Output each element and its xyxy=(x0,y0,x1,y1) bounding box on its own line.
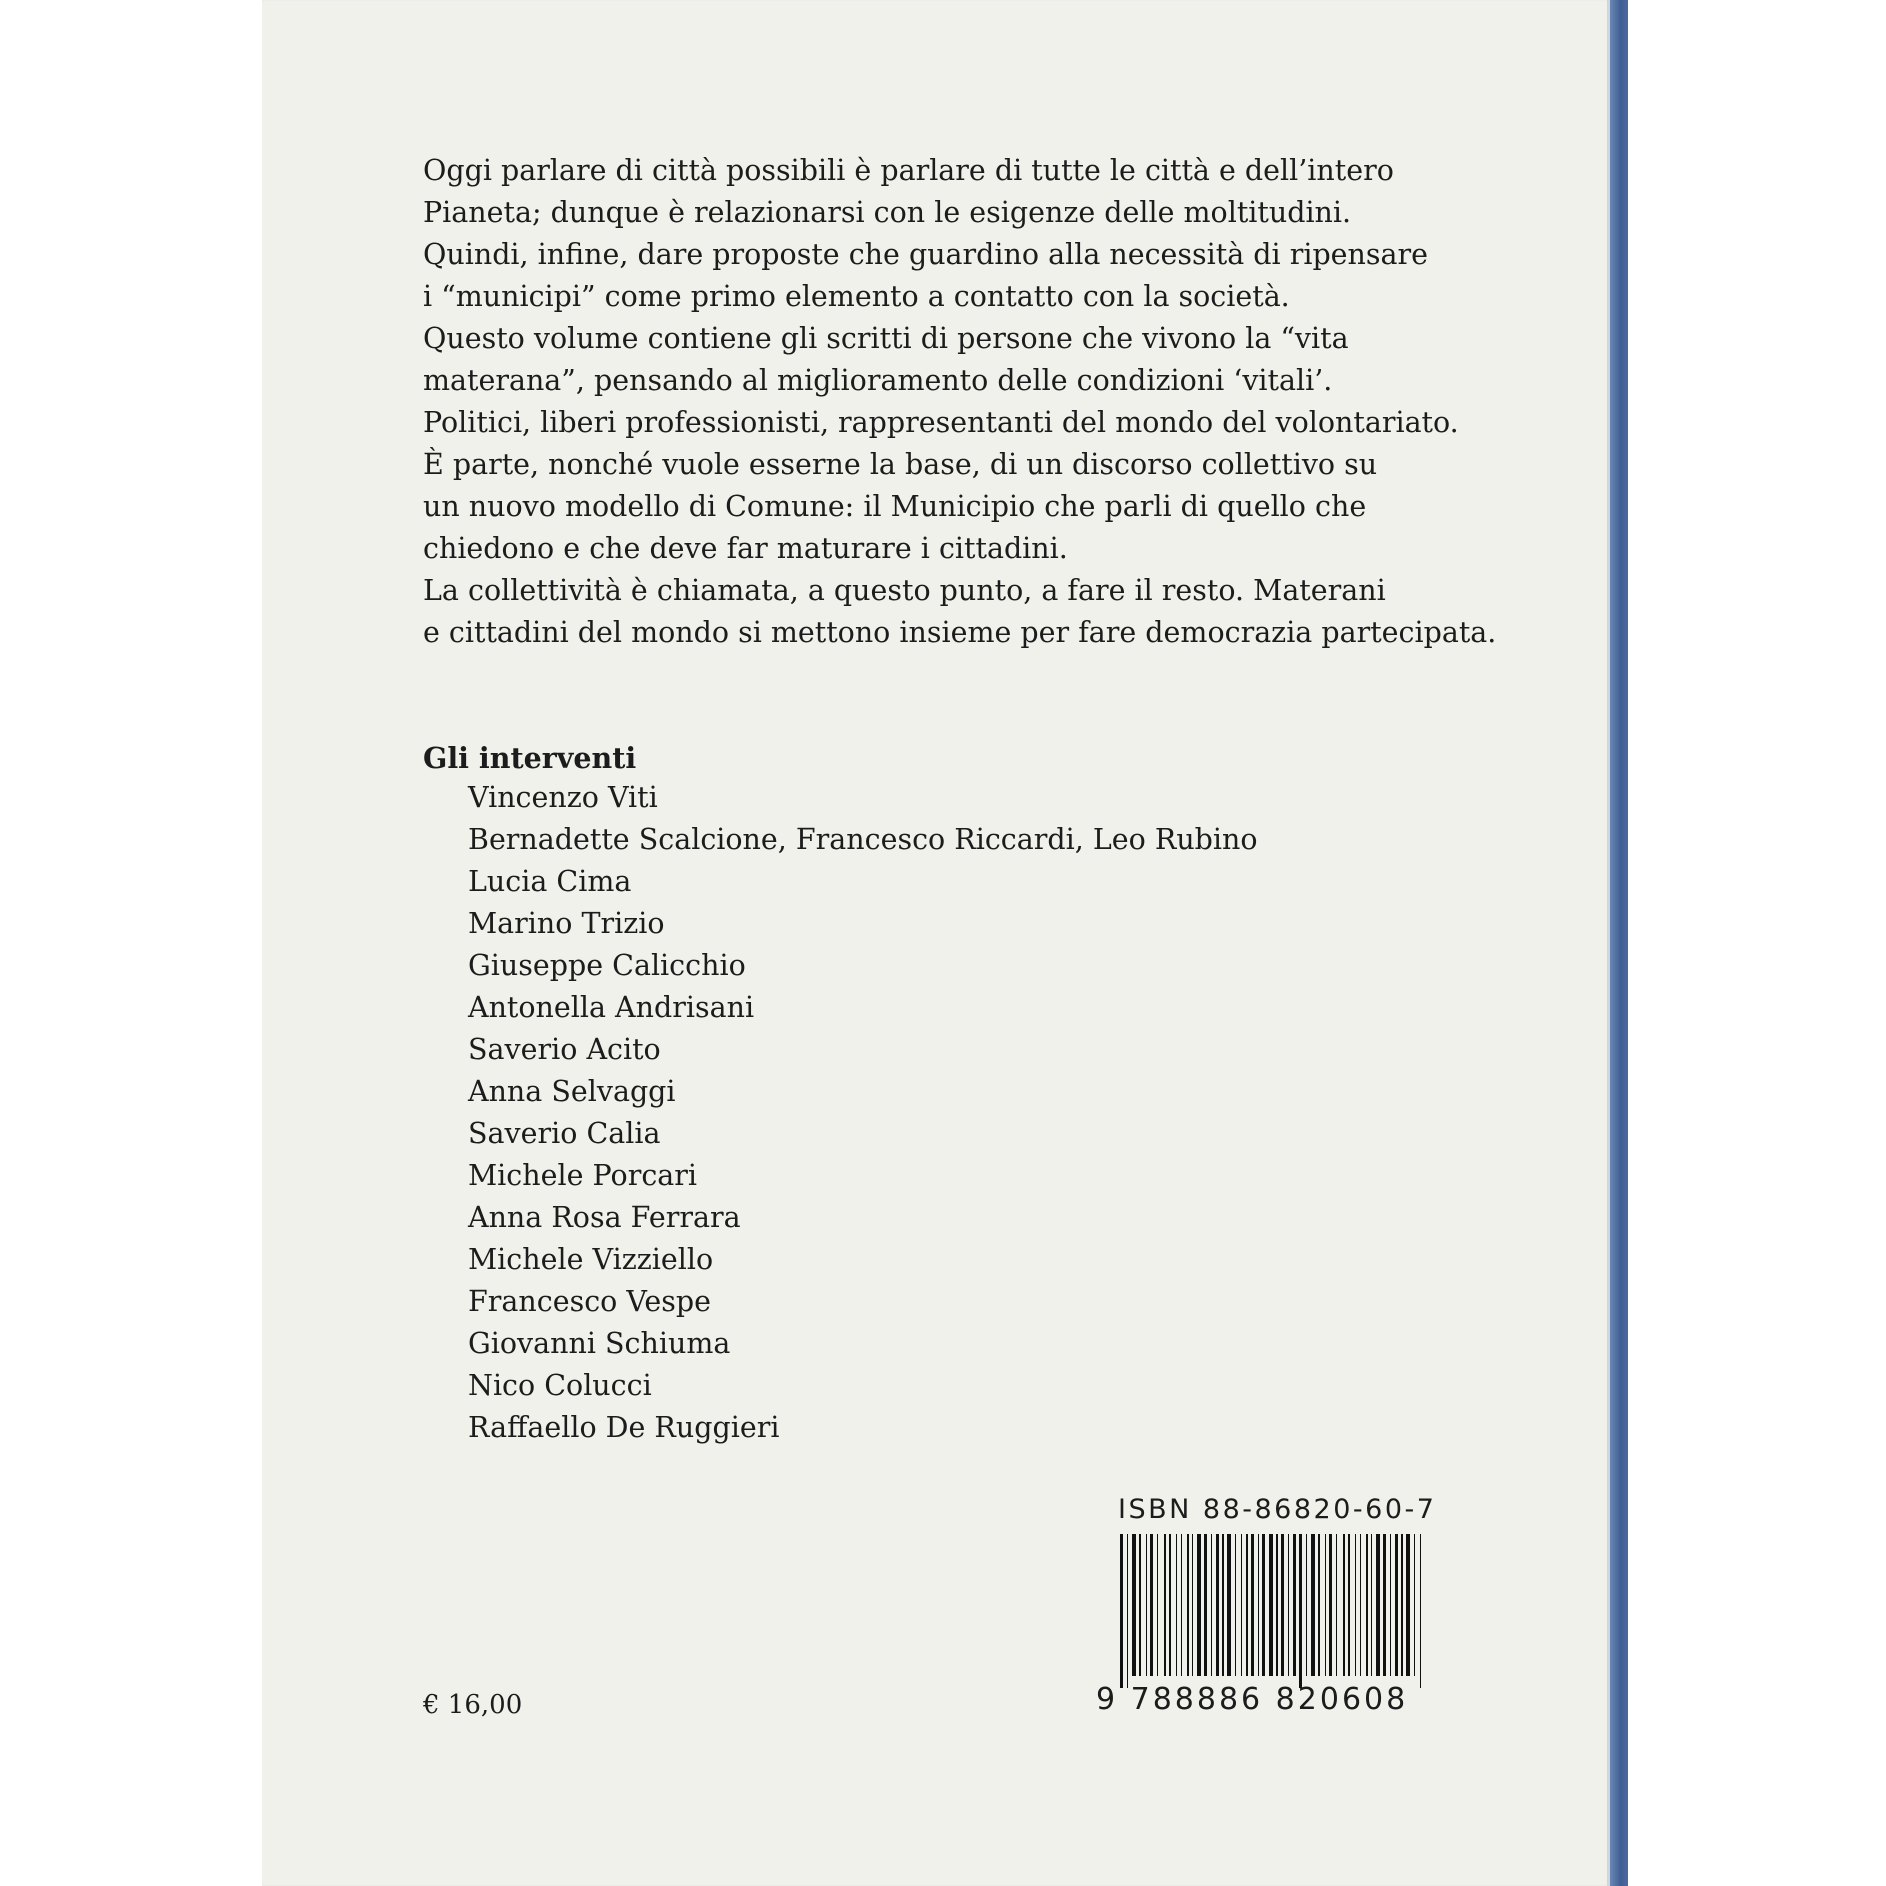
barcode-bar xyxy=(1360,1534,1361,1676)
blurb-line: Questo volume contiene gli scritti di persone che vivono la “vita xyxy=(423,322,1349,355)
barcode-bar xyxy=(1262,1534,1265,1676)
contributor-name: Marino Trizio xyxy=(468,907,665,940)
contributor-name: Saverio Acito xyxy=(468,1033,661,1066)
barcode-bar xyxy=(1132,1534,1136,1676)
barcode-graphic xyxy=(1118,1534,1430,1688)
contributor-name: Giuseppe Calicchio xyxy=(468,949,746,982)
barcode-bar xyxy=(1211,1534,1212,1676)
isbn-label: ISBN 88-86820-60-7 xyxy=(1118,1494,1437,1525)
barcode-bar xyxy=(1157,1534,1158,1676)
barcode-bar xyxy=(1150,1534,1153,1676)
barcode-bar xyxy=(1169,1534,1171,1676)
contributors-list xyxy=(468,777,1258,1449)
price-label: € 16,00 xyxy=(423,1690,523,1720)
barcode-bar xyxy=(1336,1534,1337,1676)
barcode-bar xyxy=(1187,1534,1189,1676)
contributor-name: Antonella Andrisani xyxy=(468,991,755,1024)
barcode-bar xyxy=(1139,1534,1141,1676)
barcode-bar xyxy=(1120,1534,1123,1688)
book-spine xyxy=(1610,0,1628,1886)
barcode-bar xyxy=(1227,1534,1231,1676)
barcode-bar xyxy=(1241,1534,1242,1676)
barcode-bar xyxy=(1406,1534,1410,1676)
barcode-bar xyxy=(1401,1534,1403,1676)
barcode-bar xyxy=(1395,1534,1398,1676)
contributor-name: Vincenzo Viti xyxy=(468,781,658,814)
contributor-name: Lucia Cima xyxy=(468,865,632,898)
blurb-line: e cittadini del mondo si mettono insieme per fare democrazia partecipata. xyxy=(423,616,1497,649)
barcode-bar xyxy=(1288,1534,1289,1676)
barcode-bar xyxy=(1366,1534,1368,1676)
barcode-bar xyxy=(1281,1534,1284,1676)
barcode-bar xyxy=(1269,1534,1273,1676)
blurb-paragraph xyxy=(423,150,1496,654)
barcode-bar xyxy=(1355,1534,1356,1676)
contributor-name: Nico Colucci xyxy=(468,1369,652,1402)
blurb-line: Politici, liberi professionisti, rappresentanti del mondo del volontariato. xyxy=(423,406,1459,439)
blurb-line: materana”, pensando al miglioramento delle condizioni ‘vitali’. xyxy=(423,364,1333,397)
contributor-name: Michele Vizziello xyxy=(468,1243,714,1276)
barcode-bar xyxy=(1127,1534,1128,1688)
contributor-name: Bernadette Scalcione, Francesco Riccardi, Leo Rubino xyxy=(468,823,1258,856)
contributors-heading: Gli interventi xyxy=(423,741,637,775)
barcode-bar xyxy=(1276,1534,1278,1676)
barcode-bar xyxy=(1293,1534,1296,1676)
barcode-bar xyxy=(1343,1534,1345,1676)
blurb-line: La collettività è chiamata, a questo punto, a fare il resto. Materani xyxy=(423,574,1386,607)
barcode-bar xyxy=(1390,1534,1391,1676)
barcode-bar xyxy=(1176,1534,1177,1676)
blurb-line: Quindi, infine, dare proposte che guardino alla necessità di ripensare xyxy=(423,238,1429,271)
barcode-bar xyxy=(1420,1534,1421,1688)
blurb-line: un nuovo modello di Comune: il Municipio che parli di quello che xyxy=(423,490,1367,523)
barcode-bar xyxy=(1414,1534,1415,1676)
blurb-line: È parte, nonché vuole esserne la base, di un discorso collettivo su xyxy=(423,448,1378,481)
barcode-bar xyxy=(1181,1534,1182,1676)
barcode-bar xyxy=(1164,1534,1166,1676)
contributor-name: Anna Rosa Ferrara xyxy=(468,1201,741,1234)
contributor-name: Anna Selvaggi xyxy=(468,1075,676,1108)
contributor-name: Saverio Calia xyxy=(468,1117,661,1150)
barcode-bar xyxy=(1299,1534,1302,1688)
barcode-bar xyxy=(1197,1534,1201,1676)
contributor-name: Michele Porcari xyxy=(468,1159,698,1192)
barcode-bar xyxy=(1222,1534,1224,1676)
barcode-bar xyxy=(1318,1534,1320,1676)
barcode-bar xyxy=(1383,1534,1386,1676)
barcode-bar xyxy=(1348,1534,1350,1676)
barcode-bar xyxy=(1306,1534,1307,1676)
blurb-line: i “municipi” come primo elemento a contatto con la società. xyxy=(423,280,1290,313)
barcode-bar xyxy=(1204,1534,1207,1676)
blurb-line: Pianeta; dunque è relazionarsi con le esigenze delle moltitudini. xyxy=(423,196,1352,229)
barcode-bar xyxy=(1258,1534,1259,1676)
contributor-name: Giovanni Schiuma xyxy=(468,1327,731,1360)
barcode-bar xyxy=(1311,1534,1315,1676)
contributor-name: Francesco Vespe xyxy=(468,1285,711,1318)
contributor-name: Raffaello De Ruggieri xyxy=(468,1411,780,1444)
barcode-bar xyxy=(1251,1534,1254,1676)
barcode-bar xyxy=(1376,1534,1380,1676)
barcode-bar xyxy=(1146,1534,1147,1676)
barcode-bar xyxy=(1371,1534,1372,1676)
barcode-bar xyxy=(1216,1534,1219,1676)
blurb-line: chiedono e che deve far maturare i cittadini. xyxy=(423,532,1068,565)
barcode-bar xyxy=(1192,1534,1193,1676)
barcode-bar xyxy=(1246,1534,1248,1676)
barcode-number: 9 788886 820608 xyxy=(1096,1682,1409,1717)
blurb-line: Oggi parlare di città possibili è parlare di tutte le città e dell’intero xyxy=(423,154,1394,187)
barcode-bar xyxy=(1329,1534,1332,1676)
barcode-bar xyxy=(1325,1534,1326,1676)
barcode-bar xyxy=(1235,1534,1236,1676)
